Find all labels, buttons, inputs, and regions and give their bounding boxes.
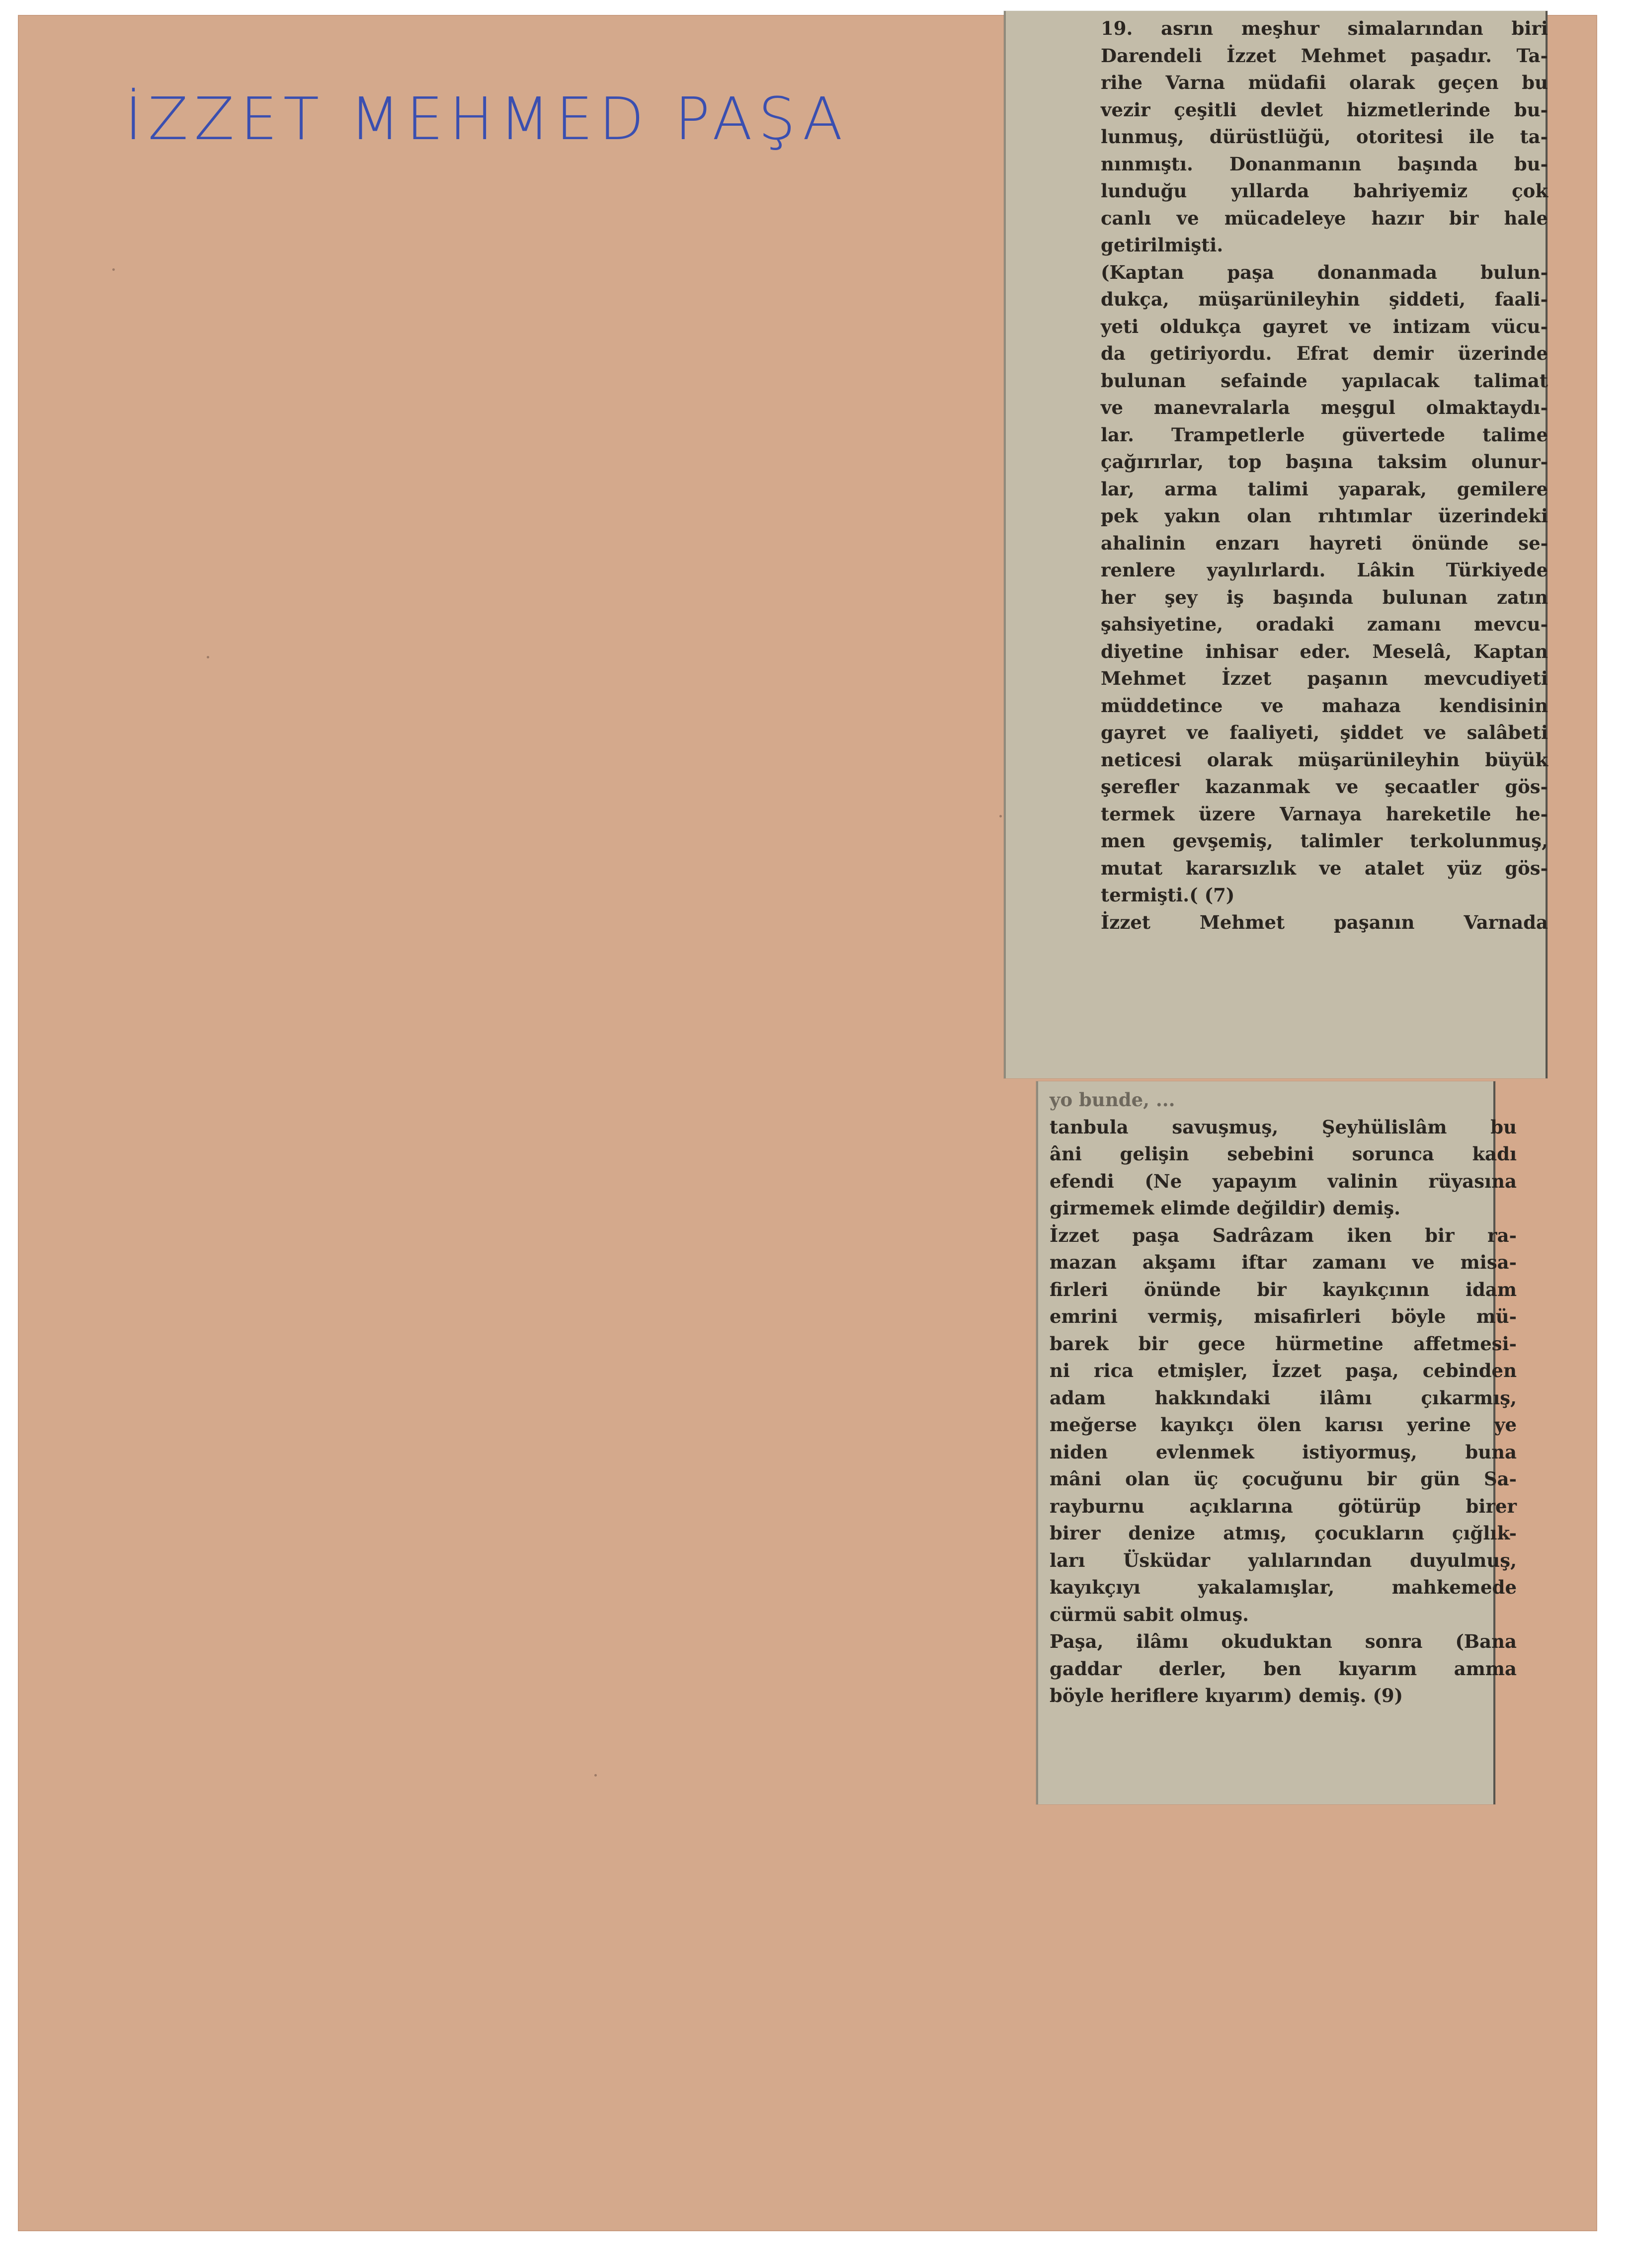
speck (112, 268, 115, 271)
clipping-line: mutat kararsızlık ve atalet yüz gös- (1101, 857, 1548, 879)
clipping-line: termek üzere Varnaya hareketile he- (1101, 803, 1548, 825)
clipping-line: da getiriyordu. Efrat demir üzerinde (1101, 342, 1548, 364)
clipping-line: rayburnu açıklarına götürüp birer (1050, 1495, 1517, 1517)
clipping-line: firleri önünde bir kayıkçının idam (1050, 1278, 1517, 1300)
clipping-line: gayret ve faaliyeti, şiddet ve salâbeti (1101, 722, 1548, 743)
clipping-line: İzzet paşa Sadrâzam iken bir ra- (1050, 1224, 1517, 1246)
clipping-line: her şey iş başında bulunan zatın (1101, 586, 1548, 608)
clipping-line: lunmuş, dürüstlüğü, otoritesi ile ta- (1101, 126, 1548, 148)
clipping-line: getirilmişti. (1101, 234, 1223, 256)
clipping-line: Mehmet İzzet paşanın mevcudiyeti (1101, 667, 1548, 689)
clipping-line: dukça, müşarünileyhin şiddeti, faali- (1101, 288, 1548, 310)
speck (207, 656, 209, 658)
clipping-line: cürmü sabit olmuş. (1050, 1603, 1249, 1625)
clipping-line-cut: yo bunde, ... (1050, 1089, 1175, 1111)
clipping-text-column-1 (1101, 15, 1548, 936)
clipping-line: ları Üsküdar yalılarından duyulmuş, (1050, 1549, 1517, 1571)
clipping-line: şerefler kazanmak ve şecaatler gös- (1101, 776, 1548, 798)
clipping-line: kayıkçıyı yakalamışlar, mahkemede (1050, 1576, 1517, 1598)
clipping-line: lunduğu yıllarda bahriyemiz çok (1101, 180, 1548, 202)
clipping-line: yeti oldukça gayret ve intizam vücu- (1101, 315, 1548, 337)
clipping-line: 19. asrın meşhur simalarından biri (1101, 17, 1548, 39)
clipping-line: adam hakkındaki ilâmı çıkarmış, (1050, 1386, 1517, 1409)
clipping-line: rihe Varna müdafii olarak geçen bu (1101, 72, 1548, 93)
speck (594, 1774, 597, 1777)
clipping-line: nınmıştı. Donanmanın başında bu- (1101, 153, 1548, 175)
clipping-line: (Kaptan paşa donanmada bulun- (1101, 261, 1548, 283)
clipping-line: gaddar derler, ben kıyarım amma (1050, 1657, 1517, 1680)
clipping-line: meğerse kayıkçı ölen karısı yerine ye (1050, 1414, 1517, 1436)
clipping-line: efendi (Ne yapayım valinin rüyasına (1050, 1170, 1517, 1192)
clipping-line: İzzet Mehmet paşanın Varnada (1101, 911, 1548, 933)
clipping-text-column-2 (1050, 1086, 1517, 1709)
clipping-line: pek yakın olan rıhtımlar üzerindeki (1101, 505, 1548, 527)
clipping-line: tanbula savuşmuş, Şeyhülislâm bu (1050, 1116, 1517, 1138)
clipping-line: diyetine inhisar eder. Meselâ, Kaptan (1101, 640, 1548, 662)
clipping-line: şahsiyetine, oradaki zamanı mevcu- (1101, 613, 1548, 635)
clipping-line: ahalinin enzarı hayreti önünde se- (1101, 532, 1548, 554)
clipping-line: mazan akşamı iftar zamanı ve misa- (1050, 1251, 1517, 1273)
handwritten-title: İZZET MEHMED PAŞA (125, 84, 849, 153)
clipping-line: vezir çeşitli devlet hizmetlerinde bu- (1101, 98, 1548, 121)
clipping-line: böyle heriflere kıyarım) demiş. (9) (1050, 1685, 1403, 1706)
clipping-line: lar, arma talimi yaparak, gemilere (1101, 478, 1548, 500)
clipping-line: müddetince ve mahaza kendisinin (1101, 694, 1548, 717)
clipping-line: men gevşemiş, talimler terkolunmuş, (1101, 830, 1548, 852)
clipping-line: çağırırlar, top başına taksim olunur- (1101, 451, 1548, 473)
clipping-line: barek bir gece hürmetine affetmesi- (1050, 1332, 1517, 1355)
clipping-line: girmemek elimde değildir) demiş. (1050, 1197, 1400, 1219)
clipping-line: emrini vermiş, misafirleri böyle mü- (1050, 1305, 1517, 1327)
clipping-line: renlere yayılırlardı. Lâkin Türkiyede (1101, 559, 1548, 581)
speck (999, 815, 1002, 817)
clipping-line: âni gelişin sebebini sorunca kadı (1050, 1143, 1517, 1165)
clipping-line: birer denize atmış, çocukların çığlık- (1050, 1522, 1517, 1544)
clipping-line: Paşa, ilâmı okuduktan sonra (Bana (1050, 1630, 1517, 1652)
clipping-line: Darendeli İzzet Mehmet paşadır. Ta- (1101, 44, 1548, 67)
clipping-line: termişti.( (7) (1101, 884, 1235, 906)
clipping-line: mâni olan üç çocuğunu bir gün Sa- (1050, 1468, 1517, 1490)
clipping-line: bulunan sefainde yapılacak talimat (1101, 369, 1548, 392)
clipping-line: neticesi olarak müşarünileyhin büyük (1101, 748, 1548, 771)
clipping-line: lar. Trampetlerle güvertede talime (1101, 423, 1548, 446)
clipping-line: ve manevralarla meşgul olmaktaydı- (1101, 397, 1548, 418)
clipping-line: ni rica etmişler, İzzet paşa, cebinden (1050, 1360, 1517, 1381)
clipping-line: canlı ve mücadeleye hazır bir hale (1101, 207, 1548, 229)
clipping-line: niden evlenmek istiyormuş, buna (1050, 1441, 1517, 1463)
